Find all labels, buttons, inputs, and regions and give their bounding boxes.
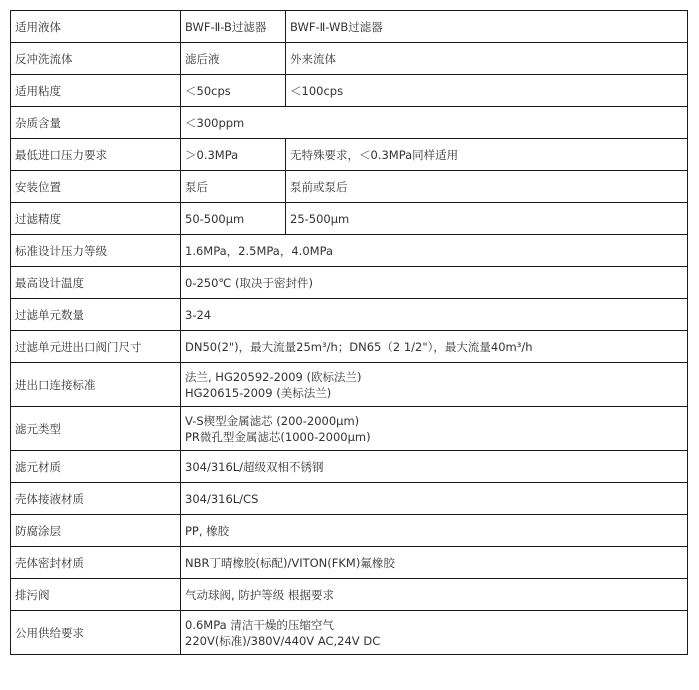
table-row xyxy=(11,11,688,43)
table-cell: ＜100cps xyxy=(286,75,688,107)
table-cell: NBR丁晴橡胶(标配)/VITON(FKM)氟橡胶 xyxy=(181,547,688,579)
table-row xyxy=(11,407,688,451)
table-row xyxy=(11,483,688,515)
cell-line: 220V(标准)/380V/440V AC,24V DC xyxy=(185,633,381,648)
table-row xyxy=(11,43,688,75)
table-row xyxy=(11,171,688,203)
row-label: 防腐涂层 xyxy=(11,515,181,547)
row-label: 过滤单元数量 xyxy=(11,299,181,331)
table-row xyxy=(11,107,688,139)
table-row xyxy=(11,203,688,235)
table-row xyxy=(11,515,688,547)
table-cell: 气动球阀, 防护等级 根据要求 xyxy=(181,579,688,611)
table-cell: 50-500μm xyxy=(181,203,286,235)
table-cell: 3-24 xyxy=(181,299,688,331)
cell-line: 法兰, HG20592-2009 (欧标法兰) xyxy=(185,369,362,384)
table-cell: 外来流体 xyxy=(286,43,688,75)
table-cell: 无特殊要求，＜0.3MPa同样适用 xyxy=(286,139,688,171)
row-label: 排污阀 xyxy=(11,579,181,611)
cell-line: PR微孔型金属滤芯(1000-2000μm) xyxy=(185,429,371,444)
table-cell xyxy=(181,363,688,407)
row-label: 壳体接液材质 xyxy=(11,483,181,515)
row-label: 滤元材质 xyxy=(11,451,181,483)
table-cell: 25-500μm xyxy=(286,203,688,235)
table-row xyxy=(11,451,688,483)
table-cell: PP, 橡胶 xyxy=(181,515,688,547)
table-row xyxy=(11,547,688,579)
row-label: 进出口连接标准 xyxy=(11,363,181,407)
table-cell: ＜300ppm xyxy=(181,107,688,139)
table-row xyxy=(11,331,688,363)
table-cell: 304/316L/CS xyxy=(181,483,688,515)
cell-line: HG20615-2009 (美标法兰) xyxy=(185,385,332,400)
row-label: 杂质含量 xyxy=(11,107,181,139)
row-label: 滤元类型 xyxy=(11,407,181,451)
cell-line: V-S楔型金属滤芯 (200-2000μm) xyxy=(185,413,360,428)
table-cell: 1.6MPa，2.5MPa，4.0MPa xyxy=(181,235,688,267)
table-cell: DN50(2")，最大流量25m³/h；DN65（2 1/2"），最大流量40m³/h xyxy=(181,331,688,363)
table-row xyxy=(11,139,688,171)
row-label: 反冲洗流体 xyxy=(11,43,181,75)
cell-line: 0.6MPa 清洁干燥的压缩空气 xyxy=(185,617,334,632)
row-label: 最高设计温度 xyxy=(11,267,181,299)
table-row xyxy=(11,75,688,107)
table-cell xyxy=(181,407,688,451)
table-row xyxy=(11,611,688,655)
row-label: 标准设计压力等级 xyxy=(11,235,181,267)
row-label: 适用液体 xyxy=(11,11,181,43)
table-row xyxy=(11,363,688,407)
row-label: 过滤精度 xyxy=(11,203,181,235)
table-row xyxy=(11,579,688,611)
row-label: 安装位置 xyxy=(11,171,181,203)
table-cell: 泵后 xyxy=(181,171,286,203)
row-label: 公用供给要求 xyxy=(11,611,181,655)
table-cell: 滤后液 xyxy=(181,43,286,75)
table-cell: 304/316L/超级双相不锈钢 xyxy=(181,451,688,483)
row-label: 最低进口压力要求 xyxy=(11,139,181,171)
table-row xyxy=(11,235,688,267)
table-cell: BWF-Ⅱ-B过滤器 xyxy=(181,11,286,43)
table-cell: BWF-Ⅱ-WB过滤器 xyxy=(286,11,688,43)
table-row xyxy=(11,299,688,331)
table-cell: ＞0.3MPa xyxy=(181,139,286,171)
row-label: 壳体密封材质 xyxy=(11,547,181,579)
table-cell: ＜50cps xyxy=(181,75,286,107)
row-label: 过滤单元进出口阀门尺寸 xyxy=(11,331,181,363)
spec-table xyxy=(10,10,688,655)
table-cell: 泵前或泵后 xyxy=(286,171,688,203)
table-row xyxy=(11,267,688,299)
row-label: 适用粘度 xyxy=(11,75,181,107)
table-cell xyxy=(181,611,688,655)
table-cell: 0-250℃ (取决于密封件) xyxy=(181,267,688,299)
